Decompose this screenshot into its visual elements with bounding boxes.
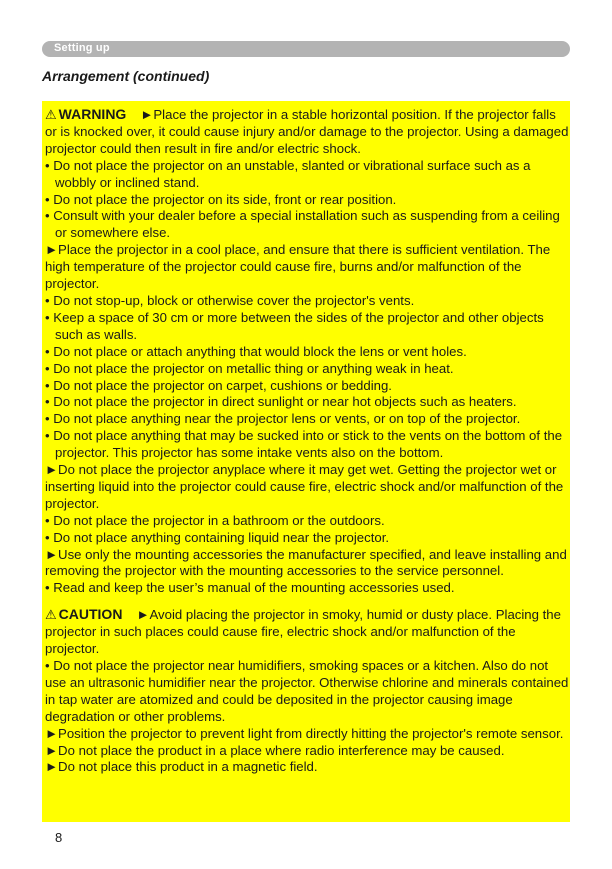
caution-label: CAUTION: [58, 606, 123, 623]
notice-text: • Do not place the projector on metallic thing or anything weak in heat.: [45, 360, 454, 376]
bullet-item: [45, 293, 569, 310]
bullet-item: [45, 428, 569, 462]
warning-block: [45, 106, 569, 597]
notice-text: • Keep a space of 30 cm or more between the sides of the projector and other objects such as walls.: [45, 309, 544, 342]
notice-text: • Read and keep the user’s manual of the mounting accessories used.: [45, 580, 455, 596]
notice-text: • Do not place anything that may be sucked into or stick to the vents on the bottom of the projector. This projector has some intake vents also on the bottom.: [45, 428, 563, 461]
paragraph: [45, 726, 569, 743]
notice-text: • Do not place anything near the projector lens or vents, or on top of the projector.: [45, 411, 521, 427]
page-title: Arrangement (continued): [42, 68, 210, 84]
bullet-item: [45, 361, 569, 378]
paragraph: [45, 462, 569, 513]
paragraph: [45, 106, 569, 158]
notice-text: ►Do not place this product in a magnetic field.: [45, 759, 318, 775]
bullet-item: [45, 378, 569, 395]
warning-label: WARNING: [58, 106, 127, 122]
bullet-item: [45, 394, 569, 411]
notice-text: • Do not place the projector in a bathroom or the outdoors.: [45, 512, 385, 528]
bullet-item: [45, 310, 569, 344]
notice-text: ►Use only the mounting accessories the manufacturer specified, and leave installing and removing the projector with the mounting accessories to the service personnel.: [45, 546, 567, 579]
bullet-item: [45, 208, 569, 242]
notice-text: • Consult with your dealer before a special installation such as suspending from a ceiling or somewhere else.: [45, 208, 560, 241]
notice-text: • Do not place anything containing liquid near the projector.: [45, 529, 390, 545]
paragraph: [45, 547, 569, 581]
notice-text: • Do not place the projector on an unstable, slanted or vibrational surface such as a wobbly or inclined stand.: [45, 157, 531, 190]
notice-text: • Do not place the projector on carpet, cushions or bedding.: [45, 377, 392, 393]
notice-text: ►Position the projector to prevent light from directly hitting the projector's remote sensor.: [45, 725, 564, 741]
bullet-item: [45, 158, 569, 192]
notice-text: • Do not stop-up, block or otherwise cover the projector's vents.: [45, 292, 415, 308]
bullet-item: [45, 530, 569, 547]
notice-text: • Do not place the projector in direct sunlight or near hot objects such as heaters.: [45, 394, 517, 410]
bullet-item: [45, 192, 569, 209]
paragraph: [45, 759, 569, 776]
notice-text: ►Place the projector in a stable horizontal position. If the projector falls or is knocked over, it could cause injury and/or damage to the projector. Using a damaged projector could then result in fire and/or electric shock.: [45, 107, 569, 156]
paragraph: [45, 743, 569, 760]
safety-notice-content: [45, 106, 569, 776]
warning-triangle-icon: ⚠: [45, 107, 57, 122]
paragraph: [45, 658, 569, 726]
paragraph: [45, 242, 569, 293]
notice-text: ►Place the projector in a cool place, and ensure that there is sufficient ventilation. The high temperature of the projector could cause fire, burns and/or malfunction of the projector.: [45, 242, 551, 292]
notice-text: ►Avoid placing the projector in smoky, humid or dusty place. Placing the projector in such places could cause fire, electric shock and/or malfunction of the projector.: [45, 607, 561, 657]
notice-text: • Do not place or attach anything that would block the lens or vent holes.: [45, 343, 467, 359]
caution-block: [45, 606, 569, 776]
bullet-item: [45, 344, 569, 361]
section-header-bar: [42, 41, 570, 57]
notice-text: • Do not place the projector on its side, front or rear position.: [45, 191, 397, 207]
paragraph: [45, 606, 569, 658]
warning-triangle-icon: ⚠: [45, 607, 57, 623]
page-number: 8: [55, 830, 63, 845]
notice-text: • Do not place the projector near humidifiers, smoking spaces or a kitchen. Also do not use an ultrasonic humidifier near the projector. Otherwise chlorine and minerals contained in tap water are atomized and could be deposited in the projector causing image degradation or other problems.: [45, 658, 569, 724]
notice-text: ►Do not place the product in a place where radio interference may be caused.: [45, 742, 505, 758]
bullet-item: [45, 513, 569, 530]
bullet-item: [45, 411, 569, 428]
section-label: Setting up: [54, 42, 110, 54]
bullet-item: [45, 580, 569, 597]
notice-text: ►Do not place the projector anyplace where it may get wet. Getting the projector wet or inserting liquid into the projector could cause fire, electric shock and/or malfunction of the projector.: [45, 462, 564, 511]
